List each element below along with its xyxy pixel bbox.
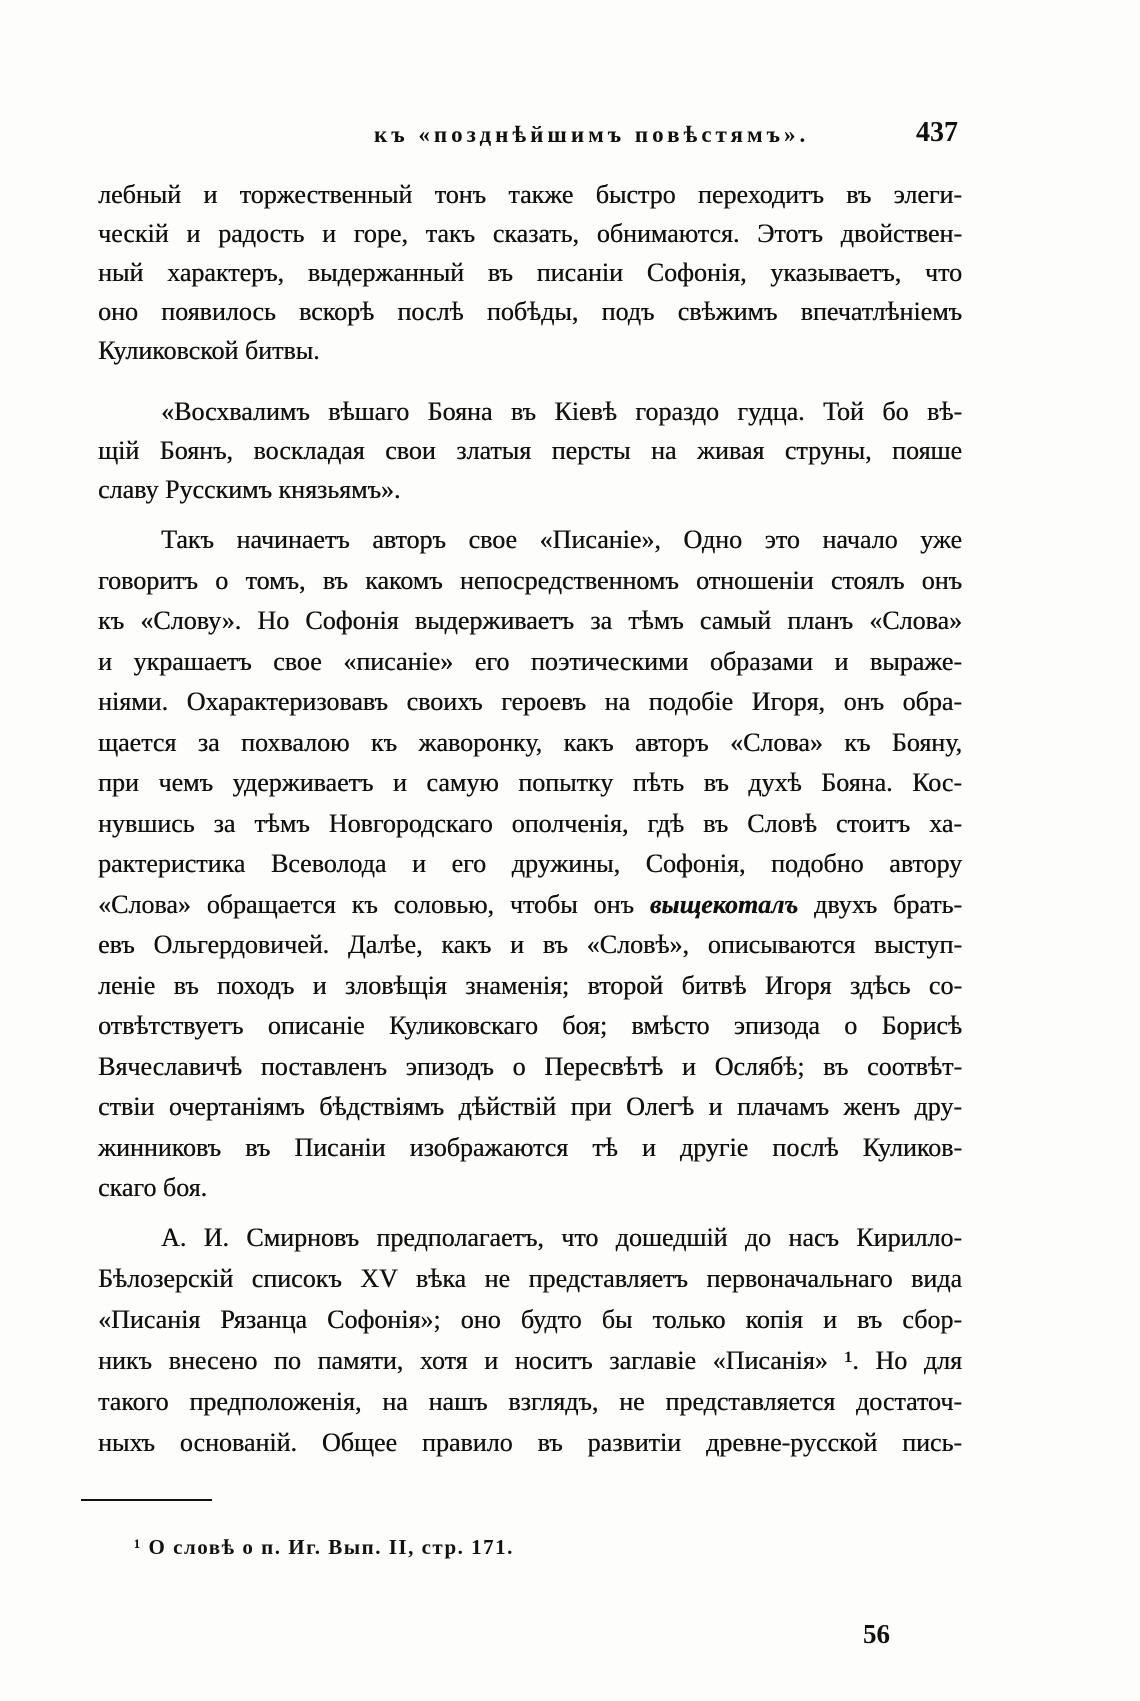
text-line: А. И. Смирновъ предполагаетъ, что дошедшій до насъ Кирилло- [161,1223,962,1252]
line-segment: «Слова» обращается къ соловью, чтобы онъ [98,889,634,919]
text-line: къ «Слову». Но Софонія выдерживаетъ за тѣмъ самый планъ «Слова» [98,606,962,635]
text-line: говоритъ о томъ, въ какомъ непосредственномъ отношеніи стоялъ онъ [98,565,962,595]
text-line: «Восхвалимъ вѣшаго Бояна въ Кіевѣ гораздо гудца. Той бо вѣ- [161,397,962,426]
page-number: 437 [916,117,958,148]
text-line: такого предположенія, на нашъ взглядъ, не представляется достаточ- [98,1387,962,1416]
text-line: славу Русскимъ князьямъ». [98,475,401,504]
text-line: и украшаетъ свое «писаніе» его поэтическими образами и выраже- [98,646,962,676]
text-line: леніе въ походъ и зловѣщія знаменія; второй битвѣ Игоря здѣсь со- [98,970,962,1000]
paragraph [98,392,962,509]
paragraph [98,175,962,370]
text-line: щается за похвалою къ жаворонку, какъ авторъ «Слова» къ Бояну, [98,727,962,757]
text-line: отвѣтствуетъ описаніе Куликовскаго боя; вмѣсто эпизода о Борисѣ [98,1011,962,1040]
text-line: Бѣлозерскій списокъ XV вѣка не представляетъ первоначальнаго вида [98,1264,962,1293]
text-line: ніями. Охарактеризовавъ своихъ героевъ на подобіе Игоря, онъ обра- [98,687,962,716]
text-line: жинниковъ въ Писаніи изображаются тѣ и другіе послѣ Куликов- [98,1132,962,1162]
footnote-rule [81,1499,212,1501]
text-line: ствіи очертаніямъ бѣдствіямъ дѣйствій при Олегѣ и плачамъ женъ дру- [98,1092,962,1121]
text-line: скаго боя. [98,1173,208,1202]
text-line: ныхъ основаній. Общее правило въ развитіи древне-русской пись- [98,1428,962,1457]
paragraph [98,520,962,1209]
text-line: ный характеръ, выдержанный въ писаніи Софонія, указываетъ, что [98,258,962,287]
text-line: нувшись за тѣмъ Новгородскаго ополченія, гдѣ въ Словѣ стоитъ ха- [98,808,962,838]
text-line: «Писанія Рязанца Софонія»; оно будто бы только копія и въ сбор- [98,1305,962,1334]
text-line: лебный и торжественный тонъ также быстро переходитъ въ элеги- [98,180,962,209]
line-segment: двухъ брать- [814,889,963,919]
text-line: Куликовской битвы. [98,336,320,365]
text-line [98,885,962,926]
italic-word: выщекоталъ [649,889,799,919]
text-line: рактеристика Всеволода и его дружины, Софонія, подобно автору [98,849,962,878]
running-head: къ «позднѣйшимъ повѣстямъ». [374,122,810,147]
text-line: Вячеславичѣ поставленъ эпизодъ о Пересвѣтѣ и Ослябѣ; въ соотвѣт- [98,1051,962,1081]
text-line: Такъ начинаетъ авторъ свое «Писаніе», Одно это начало уже [161,525,962,554]
text-line: никъ внесено по памяти, хотя и носитъ заглавіе «Писанія» ¹. Но для [98,1346,962,1375]
text-line: евъ Ольгердовичей. Далѣе, какъ и въ «Словѣ», описываются выступ- [98,930,962,959]
text-line: ческій и радость и горе, такъ сказать, обнимаются. Этотъ двойствен- [98,219,962,248]
text-line: при чемъ удерживаетъ и самую попытку пѣть въ духѣ Бояна. Кос- [98,768,962,797]
text-line: оно появилось вскорѣ послѣ побѣды, подъ свѣжимъ впечатлѣніемъ [98,297,962,326]
text-line: щій Боянъ, воскладая свои златыя персты на живая струны, пояше [98,436,962,465]
footnote: ¹ О словѣ о п. Иг. Вып. II, стр. 171. [134,1535,514,1559]
signature-mark: 56 [863,1619,890,1649]
paragraph [98,1217,962,1463]
